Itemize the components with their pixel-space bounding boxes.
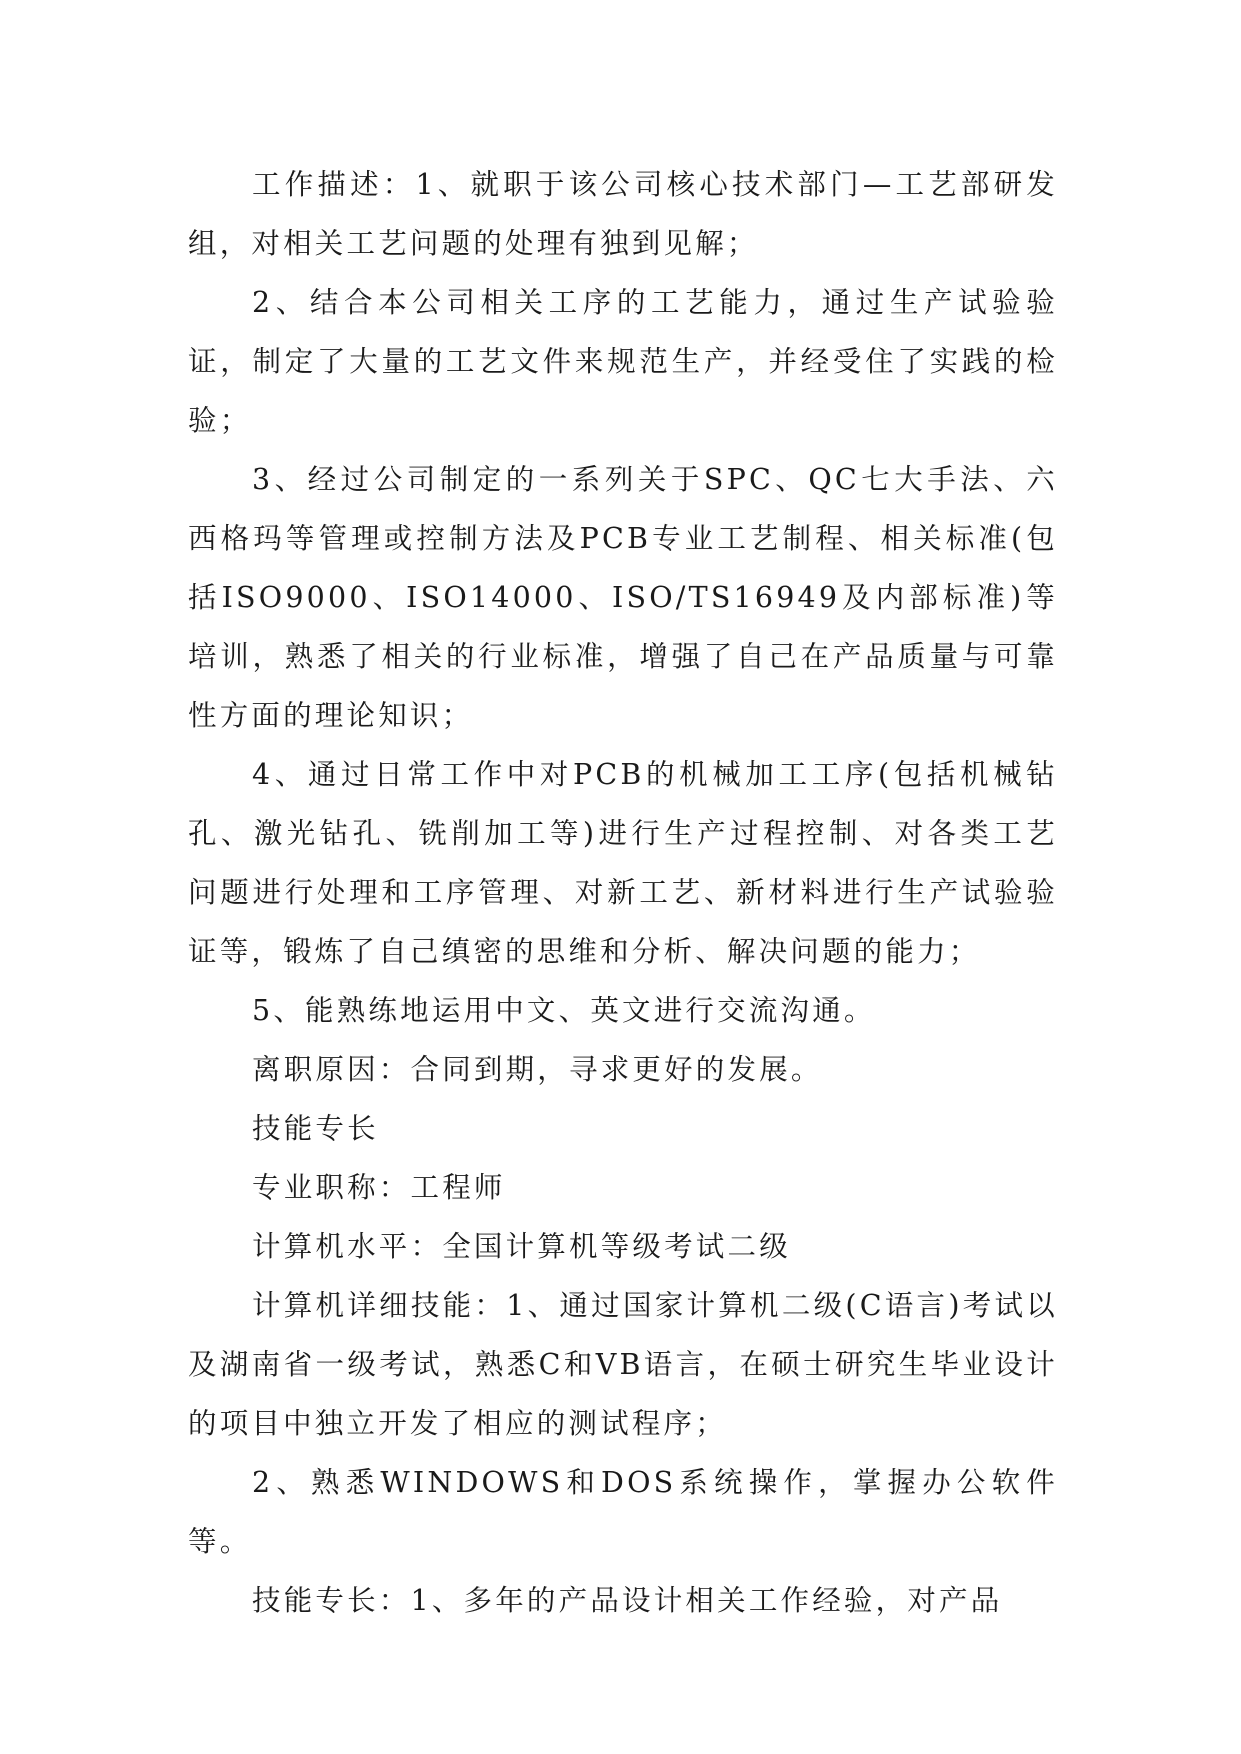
- paragraph-item-2: 2、结合本公司相关工序的工艺能力，通过生产试验验证，制定了大量的工艺文件来规范生产，并经受住了实践的检验；: [188, 286, 1058, 437]
- paragraph-item-5: 5、能熟练地运用中文、英文进行交流沟通。: [252, 994, 876, 1027]
- paragraph-computer-skills: 计算机详细技能：1、通过国家计算机二级(C语言)考试以及湖南省一级考试，熟悉C和VB语言，在硕士研究生毕业设计的项目中独立开发了相应的测试程序；: [188, 1289, 1058, 1440]
- paragraph-computer-skills-2: 2、熟悉WINDOWS和DOS系统操作，掌握办公软件等。: [188, 1466, 1058, 1558]
- paragraph-professional-title: 专业职称：工程师: [252, 1171, 506, 1204]
- paragraph-computer-level: 计算机水平：全国计算机等级考试二级: [252, 1230, 791, 1263]
- paragraph-skill-specialty: 技能专长：1、多年的产品设计相关工作经验，对产品: [252, 1584, 1003, 1617]
- paragraph-item-3: 3、经过公司制定的一系列关于SPC、QC七大手法、六西格玛等管理或控制方法及PCB专业工艺制程、相关标准(包括ISO9000、ISO14000、ISO/TS16949及内部标准)等培训，熟悉了相关的行业标准，增强了自己在产品质量与可靠性方面的理论知识；: [188, 463, 1058, 732]
- document-body: [188, 155, 1058, 1630]
- paragraph-leaving-reason: 离职原因：合同到期，寻求更好的发展。: [252, 1053, 823, 1086]
- section-heading-skills: 技能专长: [252, 1112, 379, 1145]
- paragraph-job-description: 工作描述：1、就职于该公司核心技术部门—工艺部研发组，对相关工艺问题的处理有独到见解；: [188, 168, 1058, 260]
- paragraph-item-4: 4、通过日常工作中对PCB的机械加工工序(包括机械钻孔、激光钻孔、铣削加工等)进行生产过程控制、对各类工艺问题进行处理和工序管理、对新工艺、新材料进行生产试验验证等，锻炼了自己缜密的思维和分析、解决问题的能力；: [188, 758, 1058, 968]
